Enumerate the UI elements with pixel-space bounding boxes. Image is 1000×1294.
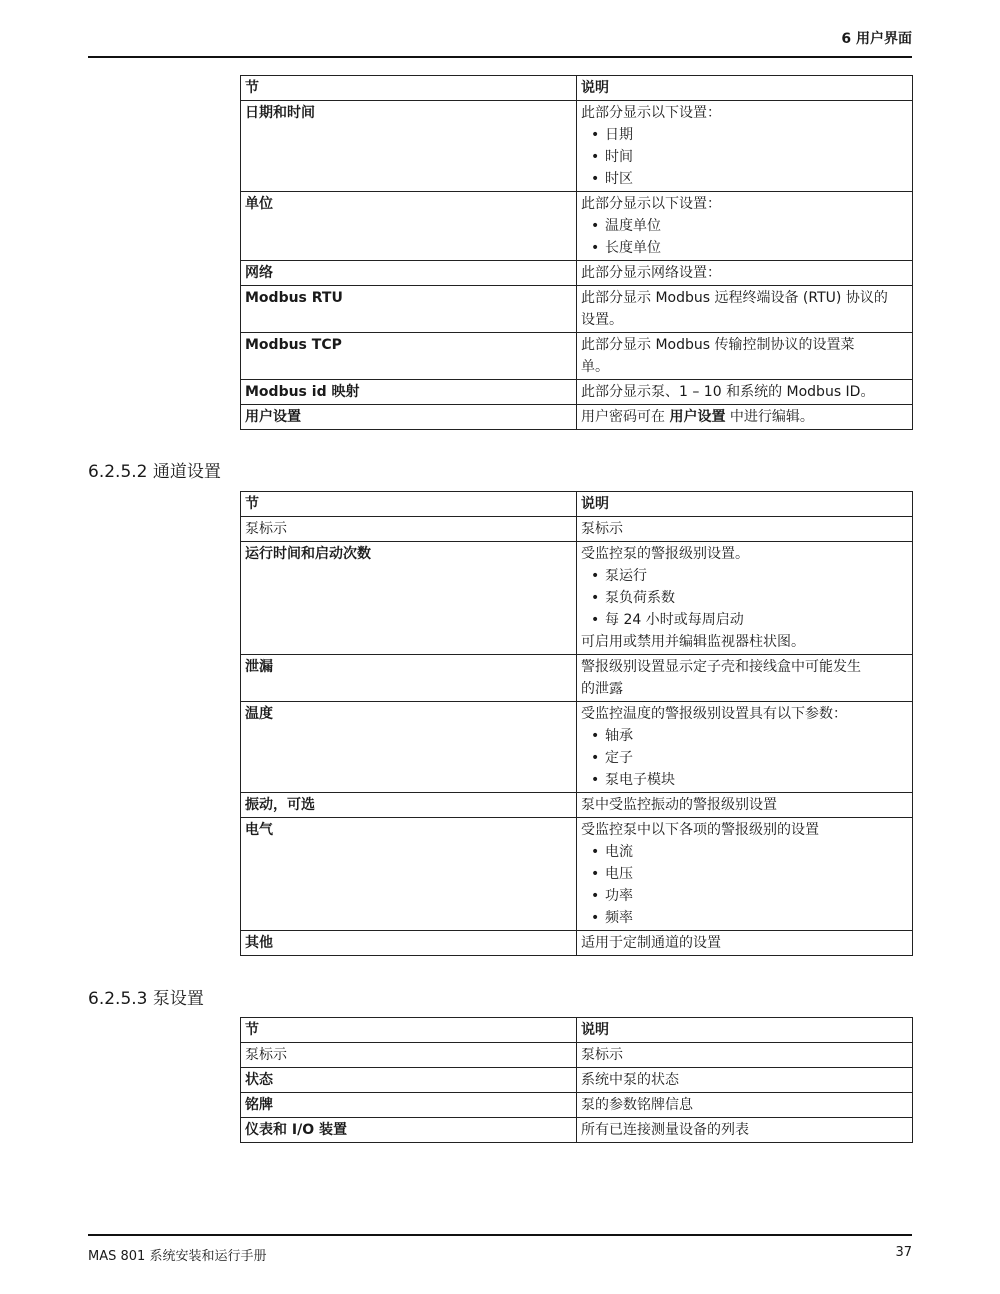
section-name: 泵标示 — [241, 1043, 577, 1068]
pump-settings-table — [240, 1017, 913, 1143]
section-heading-pump-settings: 6.2.5.3 泵设置 — [88, 989, 204, 1009]
channel-settings-table — [240, 491, 913, 956]
description-line: 此部分显示 Modbus 传输控制协议的设置菜 — [581, 337, 855, 353]
section-name: Modbus id 映射 — [241, 380, 577, 405]
description-text: 可启用或禁用并编辑监视器柱状图。 — [581, 634, 805, 650]
table-row — [241, 101, 913, 192]
header-divider — [88, 56, 912, 58]
section-name: 运行时间和启动次数 — [241, 542, 577, 655]
bullet-list — [581, 565, 908, 631]
section-description: 此部分显示网络设置： — [577, 261, 913, 286]
section-description: 泵标示 — [577, 517, 913, 542]
table-row — [241, 1118, 913, 1143]
column-header-description: 说明 — [577, 1018, 913, 1043]
section-description — [577, 542, 913, 655]
page-number: 37 — [895, 1245, 912, 1260]
list-item: • 时间 — [591, 149, 633, 165]
section-description: 系统中泵的状态 — [577, 1068, 913, 1093]
description-line: 警报级别设置显示定子壳和接线盒中可能发生 — [581, 659, 861, 675]
section-description — [577, 818, 913, 931]
general-settings-table — [240, 75, 913, 430]
table-row — [241, 380, 913, 405]
section-name: 其他 — [241, 931, 577, 956]
manual-title: MAS 801 系统安装和运行手册 — [88, 1249, 267, 1264]
column-header-description: 说明 — [577, 492, 913, 517]
description-text: 此部分显示以下设置： — [581, 196, 721, 212]
description-text: 受监控泵的警报级别设置。 — [581, 546, 749, 562]
list-item: • 每 24 小时或每周启动 — [591, 612, 744, 628]
section-description: 适用于定制通道的设置 — [577, 931, 913, 956]
section-description: 泵中受监控振动的警报级别设置 — [577, 793, 913, 818]
section-name: 电气 — [241, 818, 577, 931]
section-name: 泵标示 — [241, 517, 577, 542]
table-header-row — [241, 1018, 913, 1043]
section-description: 此部分显示泵、1 – 10 和系统的 Modbus ID。 — [577, 380, 913, 405]
column-header-section: 节 — [241, 492, 577, 517]
section-name: 网络 — [241, 261, 577, 286]
section-description — [577, 655, 913, 702]
bullet-list — [581, 215, 908, 259]
section-description — [577, 405, 913, 430]
table-row — [241, 931, 913, 956]
column-header-section: 节 — [241, 1018, 577, 1043]
table-row — [241, 1043, 913, 1068]
section-name: 用户设置 — [241, 405, 577, 430]
description-text: 中进行编辑。 — [725, 409, 814, 425]
table-row — [241, 405, 913, 430]
section-heading-channel-settings: 6.2.5.2 通道设置 — [88, 462, 221, 482]
section-name: 振动，可选 — [241, 793, 577, 818]
section-description — [577, 702, 913, 793]
description-text: 受监控温度的警报级别设置具有以下参数： — [581, 706, 847, 722]
description-line: 此部分显示 Modbus 远程终端设备 (RTU) 协议的 — [581, 290, 888, 306]
description-line: 单。 — [581, 359, 609, 375]
list-item: • 频率 — [591, 910, 633, 926]
list-item: • 温度单位 — [591, 218, 661, 234]
section-name: 仪表和 I/O 装置 — [241, 1118, 577, 1143]
description-text: 用户密码可在 — [581, 409, 670, 425]
description-line: 设置。 — [581, 312, 623, 328]
list-item: • 泵电子模块 — [591, 772, 675, 788]
list-item: • 泵运行 — [591, 568, 647, 584]
list-item: • 功率 — [591, 888, 633, 904]
list-item: • 长度单位 — [591, 240, 661, 256]
table-row — [241, 517, 913, 542]
chapter-header: 6 用户界面 — [841, 31, 912, 47]
list-item: • 泵负荷系数 — [591, 590, 675, 606]
description-line: 的泄露 — [581, 681, 623, 697]
section-description: 所有已连接测量设备的列表 — [577, 1118, 913, 1143]
table-row — [241, 1093, 913, 1118]
table-row — [241, 1068, 913, 1093]
table-row — [241, 542, 913, 655]
list-item: • 日期 — [591, 127, 633, 143]
section-description: 泵标示 — [577, 1043, 913, 1068]
section-name: 单位 — [241, 192, 577, 261]
table-header-row — [241, 492, 913, 517]
description-text: 此部分显示以下设置： — [581, 105, 721, 121]
list-item: • 电流 — [591, 844, 633, 860]
section-name: 泄漏 — [241, 655, 577, 702]
table-row — [241, 818, 913, 931]
list-item: • 电压 — [591, 866, 633, 882]
section-name: 日期和时间 — [241, 101, 577, 192]
section-name: Modbus RTU — [241, 286, 577, 333]
table-row — [241, 192, 913, 261]
table-row — [241, 702, 913, 793]
footer-divider — [88, 1234, 912, 1236]
bullet-list — [581, 725, 908, 791]
column-header-section: 节 — [241, 76, 577, 101]
section-description: 泵的参数铭牌信息 — [577, 1093, 913, 1118]
column-header-description: 说明 — [577, 76, 913, 101]
table-row — [241, 261, 913, 286]
table-header-row — [241, 76, 913, 101]
list-item: • 轴承 — [591, 728, 633, 744]
description-emphasis: 用户设置 — [669, 409, 726, 425]
list-item: • 时区 — [591, 171, 633, 187]
section-name: 铭牌 — [241, 1093, 577, 1118]
section-name: 温度 — [241, 702, 577, 793]
bullet-list — [581, 124, 908, 190]
table-row — [241, 286, 913, 333]
section-description — [577, 333, 913, 380]
section-description — [577, 286, 913, 333]
table-row — [241, 793, 913, 818]
table-row — [241, 655, 913, 702]
bullet-list — [581, 841, 908, 929]
section-name: Modbus TCP — [241, 333, 577, 380]
section-description — [577, 192, 913, 261]
list-item: • 定子 — [591, 750, 633, 766]
table-row — [241, 333, 913, 380]
section-description — [577, 101, 913, 192]
description-text: 受监控泵中以下各项的警报级别的设置 — [581, 822, 819, 838]
section-name: 状态 — [241, 1068, 577, 1093]
